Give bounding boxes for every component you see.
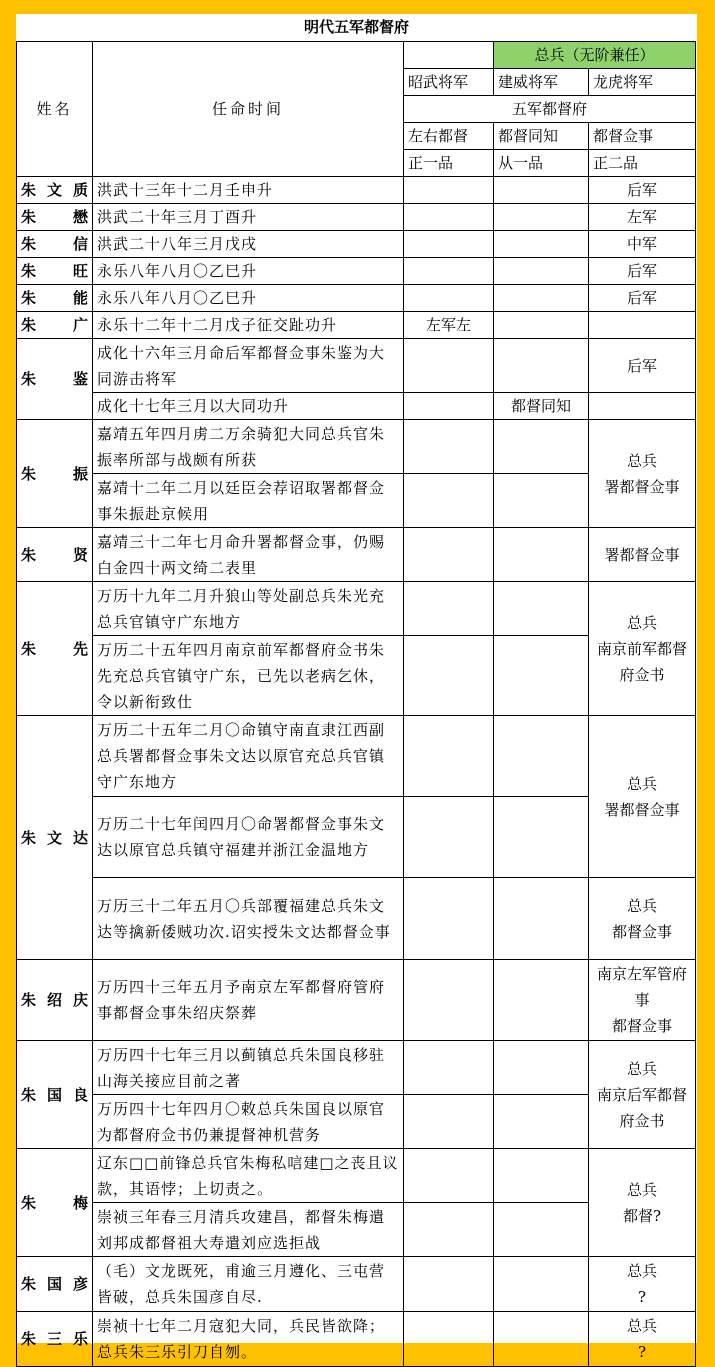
table-row [17,231,696,258]
office-header: 五军都督府 [404,96,696,123]
appointment-time: 万历十九年二月升狼山等处副总兵朱光充总兵官镇守广东地方 [93,582,404,636]
rank-cell [404,177,494,204]
rank-cell [494,231,589,258]
rank-cell [404,1149,494,1203]
appointment-time: 嘉靖十二年二月以廷臣会荐诏取署都督佥事朱振赴京候用 [93,474,404,528]
rank-cell [404,636,494,716]
rank-cell [494,258,589,285]
officer-name: 朱国彦 [17,1257,93,1312]
rank-cell [494,1312,589,1367]
table-row [17,177,696,204]
time-column-header: 任命时间 [93,42,404,177]
post-cell: 南京左军管府事 都督佥事 [589,960,696,1041]
table-row [17,716,696,797]
appointment-time: 万历二十五年四月南京前军都督府佥书朱先充总兵官镇守广东，已先以老病乞休，令以新衔致仕 [93,636,404,716]
officer-name: 朱信 [17,231,93,258]
officer-name: 朱先 [17,582,93,716]
appointment-time: 永乐十二年十二月戊子征交趾功升 [93,312,404,339]
post-cell: 总兵 ? [589,1257,696,1312]
appointment-time: 万历三十二年五月〇兵部覆福建总兵朱文达等擒新倭贼功次.诏实授朱文达都督佥事 [93,878,404,960]
officer-name: 朱振 [17,420,93,528]
rank-cell [494,582,589,636]
appointment-time: 万历二十五年二月〇命镇守南直隶江西副总兵署都督佥事朱文达以原官充总兵官镇守广东地方 [93,716,404,797]
rank-cell [494,960,589,1041]
post-cell: 署都督佥事 [589,528,696,582]
appointment-time: 万历四十三年五月予南京左军都督府管府事都督佥事朱绍庆祭葬 [93,960,404,1041]
table-row [17,582,696,636]
officer-name: 朱三乐 [17,1312,93,1367]
appointment-time: 辽东□□前锋总兵官朱梅私唁建□之丧且议款，其语悖；上切责之。 [93,1149,404,1203]
table-row [17,393,696,420]
rank-cell [404,231,494,258]
appointment-time: 洪武二十八年三月戊戌 [93,231,404,258]
officer-name: 朱文达 [17,716,93,960]
rank-cell [404,878,494,960]
rank-cell [494,177,589,204]
rank-cell [404,204,494,231]
officer-name: 朱旺 [17,258,93,285]
rank-cell [404,582,494,636]
post-cell: 后军 [589,258,696,285]
table-row [17,528,696,582]
rank-cell: 都督同知 [494,393,589,420]
post-cell: 总兵 南京后军都督府佥书 [589,1041,696,1149]
rank-cell [494,797,589,878]
post-cell: 总兵 都督佥事 [589,878,696,960]
rank-cell [494,285,589,312]
rank-cell [494,204,589,231]
post-cell: 后军 [589,339,696,393]
rank-cell [404,393,494,420]
rank-cell [404,1312,494,1367]
appointment-time: 嘉靖三十二年七月命升署都督佥事，仍赐白金四十两文绮二表里 [93,528,404,582]
table-row [17,1149,696,1203]
post-cell: 总兵 署都督佥事 [589,716,696,878]
appointment-time: （毛）文龙既死，甫逾三月遵化、三屯营皆破，总兵朱国彦自尽. [93,1257,404,1312]
post-cell: 后军 [589,177,696,204]
table-row [17,258,696,285]
rank-cell [494,1149,589,1203]
rank-cell [404,960,494,1041]
post-header-2: 都督同知 [494,123,589,150]
post-cell: 左军 [589,204,696,231]
rank-cell [404,797,494,878]
appointment-time: 永乐八年八月〇乙巳升 [93,258,404,285]
appointment-time: 崇祯十七年二月寇犯大同，兵民皆欲降；总兵朱三乐引刀自刎。 [93,1312,404,1367]
table-row [17,204,696,231]
rank-header-2: 建威将军 [494,69,589,96]
post-cell [589,312,696,339]
header-blank-cell [404,42,494,69]
officer-name: 朱贤 [17,528,93,582]
rank-cell [494,636,589,716]
officer-name: 朱广 [17,312,93,339]
post-cell: 总兵 署都督佥事 [589,420,696,528]
rank-cell [404,1041,494,1095]
rank-cell [404,1203,494,1257]
table-row [17,1257,696,1312]
table-row [17,285,696,312]
rank-cell [494,528,589,582]
rank-cell [404,1095,494,1149]
rank-cell [404,1257,494,1312]
rank-header-3: 龙虎将军 [589,69,696,96]
rank-cell [404,420,494,474]
post-header-3: 都督佥事 [589,123,696,150]
table-row [17,339,696,393]
rank-cell [494,1041,589,1095]
rank-cell [494,716,589,797]
table-row [17,420,696,474]
appointment-time: 万历二十七年闰四月〇命署都督佥事朱文达以原官总兵镇守福建并浙江金温地方 [93,797,404,878]
appointment-time: 成化十七年三月以大同功升 [93,393,404,420]
officer-name: 朱能 [17,285,93,312]
appointment-time: 成化十六年三月命后军都督佥事朱鉴为大同游击将军 [93,339,404,393]
document-frame [16,14,697,1361]
table-row [17,960,696,1041]
rank-cell [404,528,494,582]
post-cell: 总兵 都督? [589,1149,696,1257]
appointment-time: 嘉靖五年四月虏二万余骑犯大同总兵官朱振率所部与战颇有所获 [93,420,404,474]
appointment-time: 洪武二十年三月丁酉升 [93,204,404,231]
rank-cell [404,258,494,285]
table-row [17,878,696,960]
rank-cell [404,474,494,528]
table-row [17,312,696,339]
grade-header-1: 正一品 [404,150,494,177]
officer-table [16,41,696,1367]
appointment-time: 永乐八年八月〇乙巳升 [93,285,404,312]
post-cell: 总兵 南京前军都督府佥书 [589,582,696,716]
name-column-header: 姓名 [17,42,93,177]
page-title: 明代五军都督府 [303,18,409,36]
grade-header-3: 正二品 [589,150,696,177]
rank-cell [404,339,494,393]
rank-cell [494,420,589,474]
rank-cell [494,1257,589,1312]
post-cell: 总兵 ? [589,1312,696,1367]
appointment-time: 崇祯三年春三月清兵攻建昌，都督朱梅遣刘邦成都督祖大寿遣刘应选拒战 [93,1203,404,1257]
rank-cell [494,339,589,393]
officer-name: 朱鉴 [17,339,93,420]
rank-cell [494,474,589,528]
rank-cell [494,878,589,960]
rank-cell [494,1095,589,1149]
post-cell: 后军 [589,285,696,312]
officer-name: 朱梅 [17,1149,93,1257]
rank-cell [404,716,494,797]
rank-cell [494,1203,589,1257]
appointment-time: 洪武十三年十二月壬申升 [93,177,404,204]
rank-group-header: 总兵（无阶兼任） [494,42,696,69]
post-cell [589,393,696,420]
rank-cell [494,312,589,339]
post-header-1: 左右都督 [404,123,494,150]
rank-header-1: 昭武将军 [404,69,494,96]
officer-name: 朱绍庆 [17,960,93,1041]
appointment-time: 万历四十七年四月〇敕总兵朱国良以原官为都督府佥书仍兼提督神机营务 [93,1095,404,1149]
table-row [17,1041,696,1095]
grade-header-2: 从一品 [494,150,589,177]
officer-name: 朱文质 [17,177,93,204]
officer-name: 朱国良 [17,1041,93,1149]
rank-cell [404,285,494,312]
post-cell: 中军 [589,231,696,258]
officer-name: 朱懋 [17,204,93,231]
appointment-time: 万历四十七年三月以蓟镇总兵朱国良移驻山海关接应目前之著 [93,1041,404,1095]
rank-cell: 左军左 [404,312,494,339]
table-row [17,1312,696,1367]
